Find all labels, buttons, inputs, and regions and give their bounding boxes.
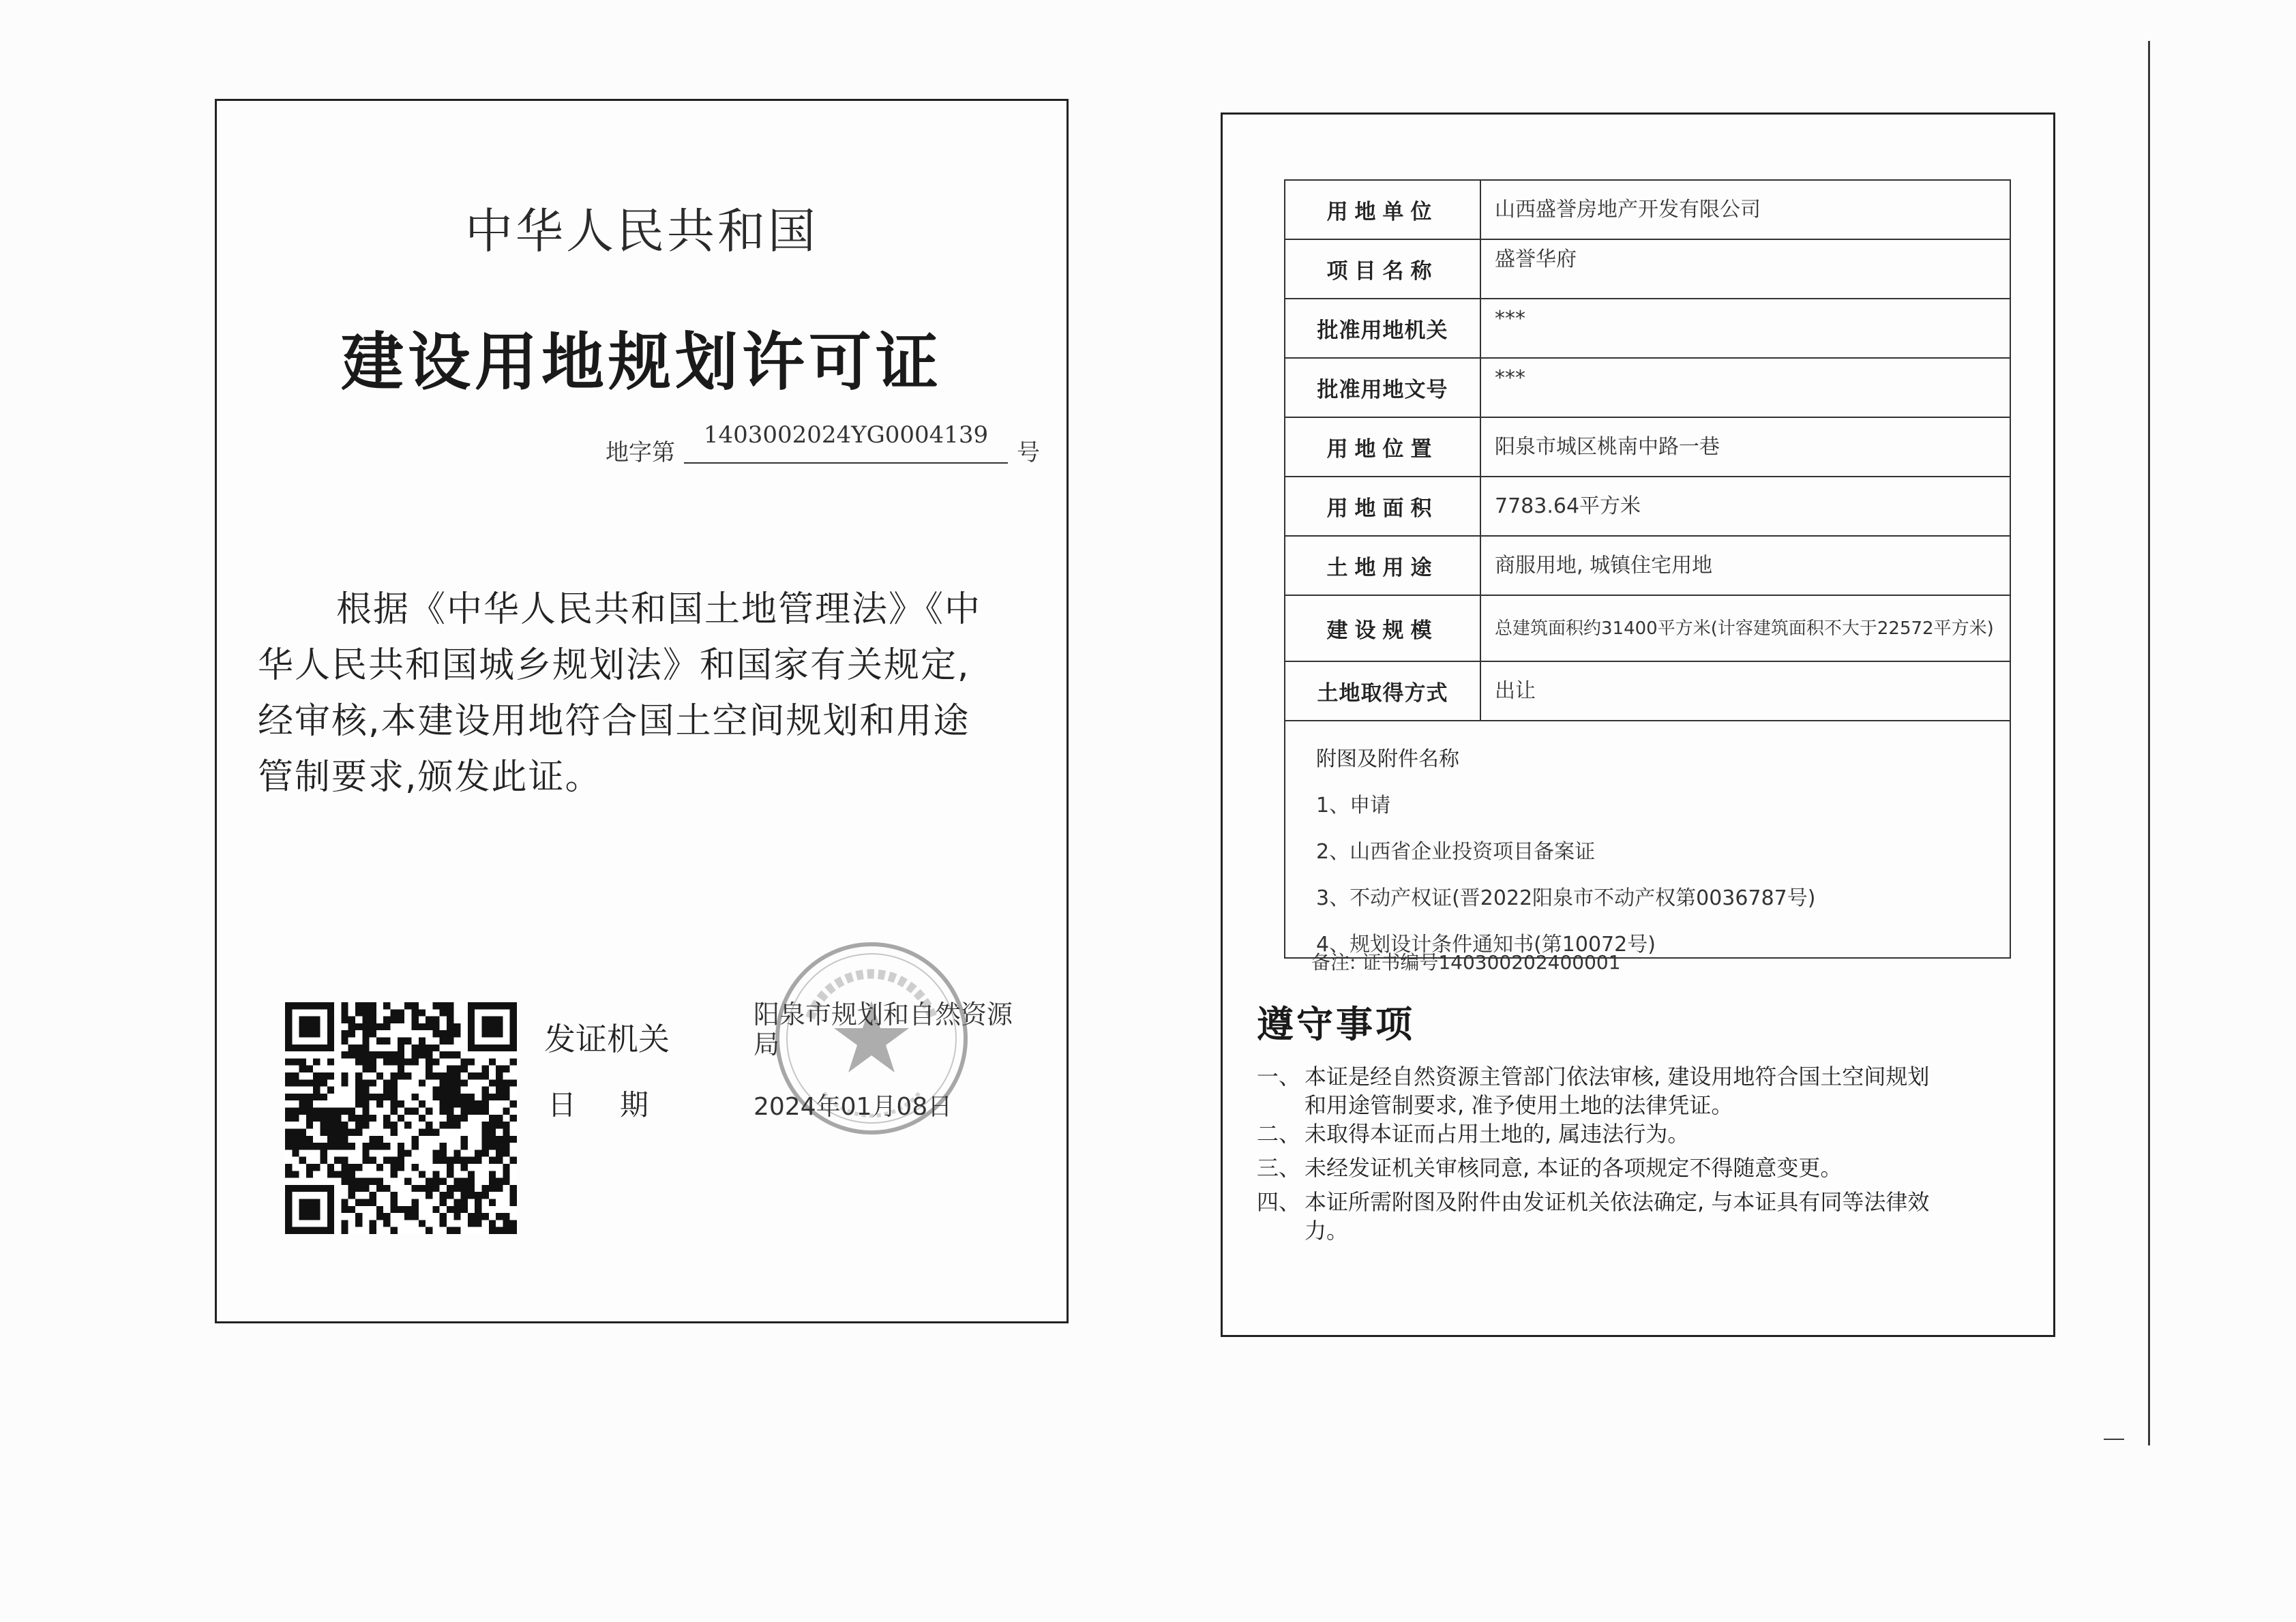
rule-text: 未经发证机关审核同意, 本证的各项规定不得随意变更。	[1304, 1155, 1843, 1181]
table-row	[1285, 358, 2010, 417]
rule-text: 未取得本证而占用土地的, 属违法行为。	[1304, 1121, 1690, 1147]
row-value-land-area: 7783.64平方米	[1480, 477, 2010, 536]
rule-text: 和用途管制要求, 准予使用土地的法律凭证。	[1304, 1092, 1733, 1118]
attachments-title: 附图及附件名称	[1316, 747, 1459, 771]
table-row	[1285, 239, 2010, 299]
row-label-land-user: 用地单位	[1285, 180, 1480, 239]
row-label-acquisition-method: 土地取得方式	[1285, 661, 1480, 721]
table-row	[1285, 299, 2010, 358]
row-label-land-use: 土地用途	[1285, 536, 1480, 595]
rule-text: 本证是经自然资源主管部门依法审核, 建设用地符合国土空间规划	[1304, 1064, 1930, 1090]
legal-basis-line: 管制要求,颁发此证。	[258, 757, 602, 798]
row-value-approval-document: ***	[1480, 358, 2010, 417]
rule-number: 一、	[1257, 1064, 1301, 1090]
permit-number-prefix: 地字第	[606, 439, 675, 466]
issuer-label: 发证机关	[544, 1021, 670, 1057]
row-value-land-use: 商服用地, 城镇住宅用地	[1480, 536, 2010, 595]
qr-code-icon	[285, 1002, 517, 1234]
rule-number: 二、	[1257, 1121, 1301, 1147]
table-row	[1285, 417, 2010, 477]
rule-number: 三、	[1257, 1155, 1301, 1181]
row-label-approval-document: 批准用地文号	[1285, 358, 1480, 417]
land-info-table	[1284, 179, 2011, 959]
row-label-land-location: 用地位置	[1285, 417, 1480, 477]
rule-item	[1257, 1062, 1929, 1120]
row-label-land-area: 用地面积	[1285, 477, 1480, 536]
table-row	[1285, 477, 2010, 536]
table-row	[1285, 180, 2010, 239]
row-value-land-location: 阳泉市城区桃南中路一巷	[1480, 417, 2010, 477]
row-label-construction-scale: 建设规模	[1285, 595, 1480, 661]
row-value-land-user: 山西盛誉房地产开发有限公司	[1480, 180, 2010, 239]
scan-edge-tick	[2104, 1439, 2124, 1440]
attachment-item: 1、申请	[1316, 794, 1391, 817]
permit-number-suffix: 号	[1017, 439, 1040, 466]
legal-basis-line: 华人民共和国城乡规划法》和国家有关规定,	[258, 645, 970, 686]
row-value-acquisition-method: 出让	[1480, 661, 2010, 721]
rule-number: 四、	[1257, 1189, 1301, 1215]
row-value-construction-scale: 总建筑面积约31400平方米(计容建筑面积不大于22572平方米)	[1480, 595, 2010, 661]
date-label: 日期	[548, 1088, 693, 1122]
rule-text: 力。	[1304, 1218, 1349, 1244]
legal-basis-line: 经审核,本建设用地符合国土空间规划和用途	[258, 701, 970, 742]
permit-back-page	[1221, 112, 2055, 1337]
row-label-project-name: 项目名称	[1285, 239, 1480, 299]
rule-text: 本证所需附图及附件由发证机关依法确定, 与本证具有同等法律效	[1304, 1189, 1930, 1215]
permit-number-value: 1403002024YG0004139	[684, 421, 1008, 464]
attachment-item: 4、规划设计条件通知书(第10072号)	[1316, 933, 1656, 957]
attachment-item: 2、山西省企业投资项目备案证	[1316, 840, 1596, 864]
remarks: 备注: 证书编号140300202400001	[1311, 951, 1621, 974]
row-label-approving-authority: 批准用地机关	[1285, 299, 1480, 358]
permit-front-page	[215, 99, 1069, 1323]
table-row	[1285, 595, 2010, 661]
attachment-item: 3、不动产权证(晋2022阳泉市不动产权第0036787号)	[1316, 886, 1816, 910]
date-value: 2024年01月08日	[754, 1093, 953, 1121]
permit-title: 建设用地规划许可证	[340, 326, 942, 399]
table-row	[1285, 661, 2010, 721]
issuer-value: 阳泉市规划和自然资源局	[754, 1000, 1013, 1060]
country-name: 中华人民共和国	[465, 203, 818, 259]
rule-item	[1257, 1154, 1842, 1182]
legal-basis-paragraph	[258, 582, 1022, 805]
rule-item	[1257, 1188, 1929, 1245]
rule-item	[1257, 1120, 1689, 1148]
table-row	[1285, 536, 2010, 595]
row-value-approving-authority: ***	[1480, 299, 2010, 358]
row-value-project-name: 盛誉华府	[1480, 239, 2010, 299]
rules-title: 遵守事项	[1257, 1003, 1415, 1046]
table-row	[1285, 721, 2010, 958]
legal-basis-line: 根据《中华人民共和国土地管理法》《中	[336, 589, 982, 630]
scan-edge-line	[2148, 41, 2150, 1445]
attachments-cell	[1285, 721, 2010, 958]
